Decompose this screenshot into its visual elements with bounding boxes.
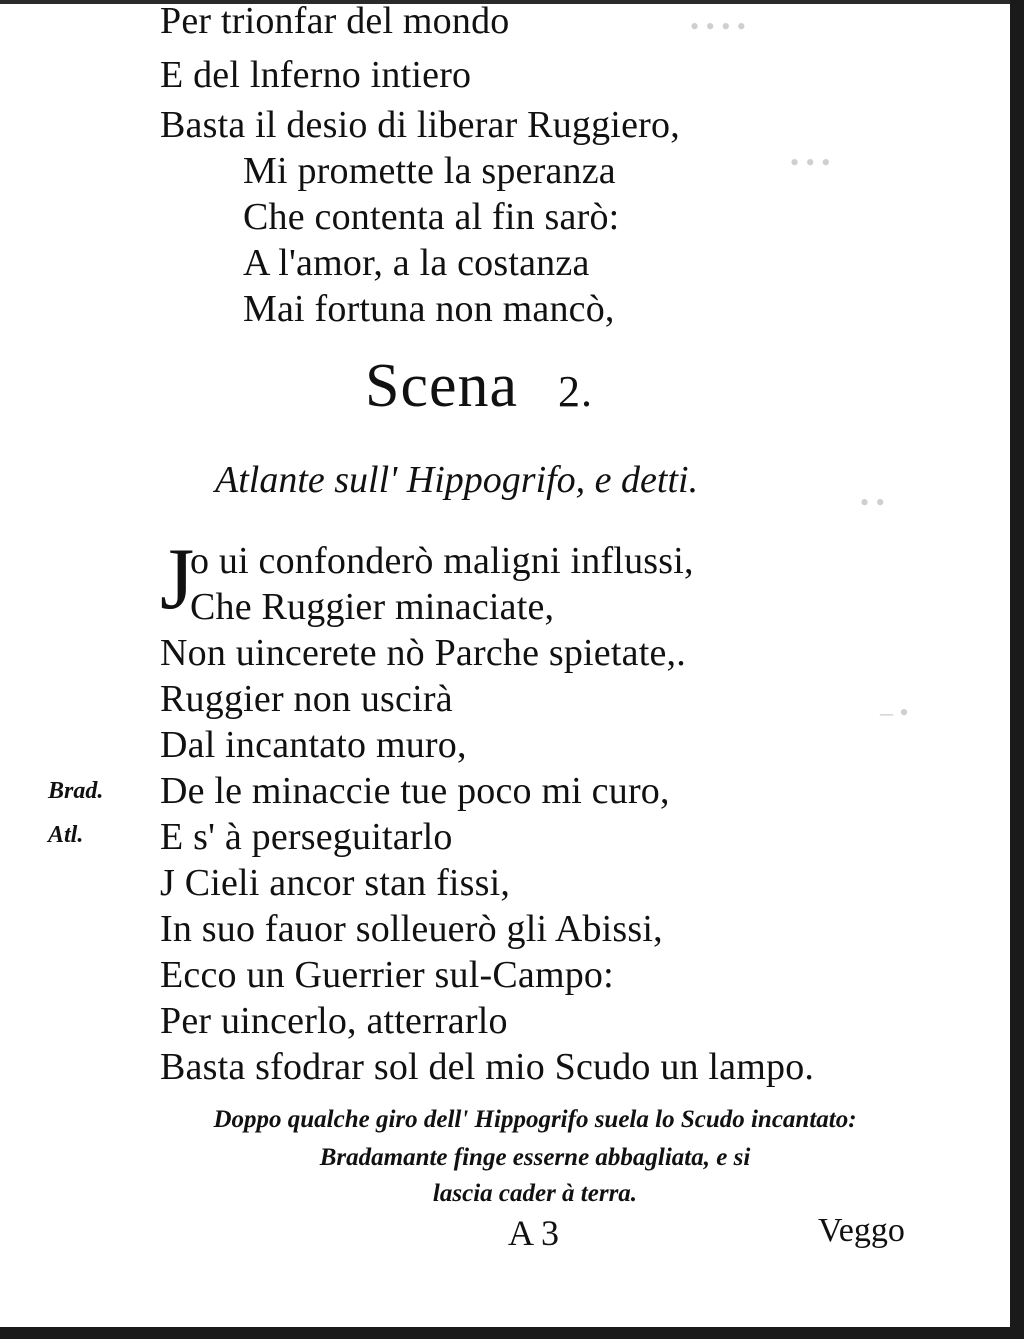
dialogue-line: Basta sfodrar sol del mio Scudo un lampo. [160, 1046, 815, 1088]
verse-line: Per trionfar del mondo [160, 0, 510, 42]
verse-line: E del lnferno intiero [160, 54, 472, 96]
dialogue-line: In suo fauor solleuerò gli Abissi, [160, 908, 663, 950]
drop-cap: J [160, 531, 195, 628]
show-through-mark: • • [860, 488, 885, 517]
dialogue-line: Ruggier non uscirà [160, 678, 453, 720]
scene-title [365, 352, 594, 420]
dialogue-line: Ecco un Guerrier sul-Campo: [160, 954, 614, 996]
stage-direction-line: Doppo qualche giro dell' Hippogrifo suela lo Scudo incantato: [213, 1106, 857, 1133]
verse-line: Mi promette la speranza [243, 150, 616, 192]
show-through-mark: – • [880, 698, 909, 727]
dialogue-line: De le minaccie tue poco mi curo, [160, 770, 670, 812]
scene-subtitle: Atlante sull' Hippogrifo, e detti. [215, 459, 699, 501]
show-through-mark: • • • • [690, 12, 746, 41]
scene-number: 2. [558, 367, 594, 416]
verse-line: Che contenta al fin sarò: [243, 196, 620, 238]
dialogue-line: Dal incantato muro, [160, 724, 467, 766]
signature-mark: A 3 [508, 1213, 560, 1253]
dialogue-line: Non uincerete nò Parche spietate,. [160, 632, 686, 674]
stage-direction-line: lascia cader à terra. [432, 1180, 638, 1207]
stage-direction-line: Bradamante finge esserne abbagliata, e si [319, 1144, 751, 1171]
dialogue-line: o ui confonderò maligni influssi, [190, 540, 694, 582]
scene-title-word: Scena [365, 352, 519, 420]
speaker-label-brad: Brad. [48, 778, 104, 804]
scan-border-bottom [0, 1327, 1024, 1339]
verse-line: Mai fortuna non mancò, [243, 288, 615, 330]
speaker-label-atl: Atl. [48, 822, 84, 848]
catchword: Veggo [818, 1212, 905, 1249]
verse-line: Basta il desio di liberar Ruggiero, [160, 104, 680, 146]
dialogue-line: E s' à perseguitarlo [160, 816, 453, 858]
show-through-mark: • • • [790, 148, 831, 177]
dialogue-line: J Cieli ancor stan fissi, [160, 862, 511, 904]
scan-border-top [0, 0, 1024, 4]
verse-line: A l'amor, a la costanza [243, 242, 590, 284]
dialogue-line: Che Ruggier minaciate, [190, 586, 555, 628]
scan-border-right [1010, 0, 1024, 1339]
dialogue-line: Per uincerlo, atterrarlo [160, 1000, 508, 1042]
